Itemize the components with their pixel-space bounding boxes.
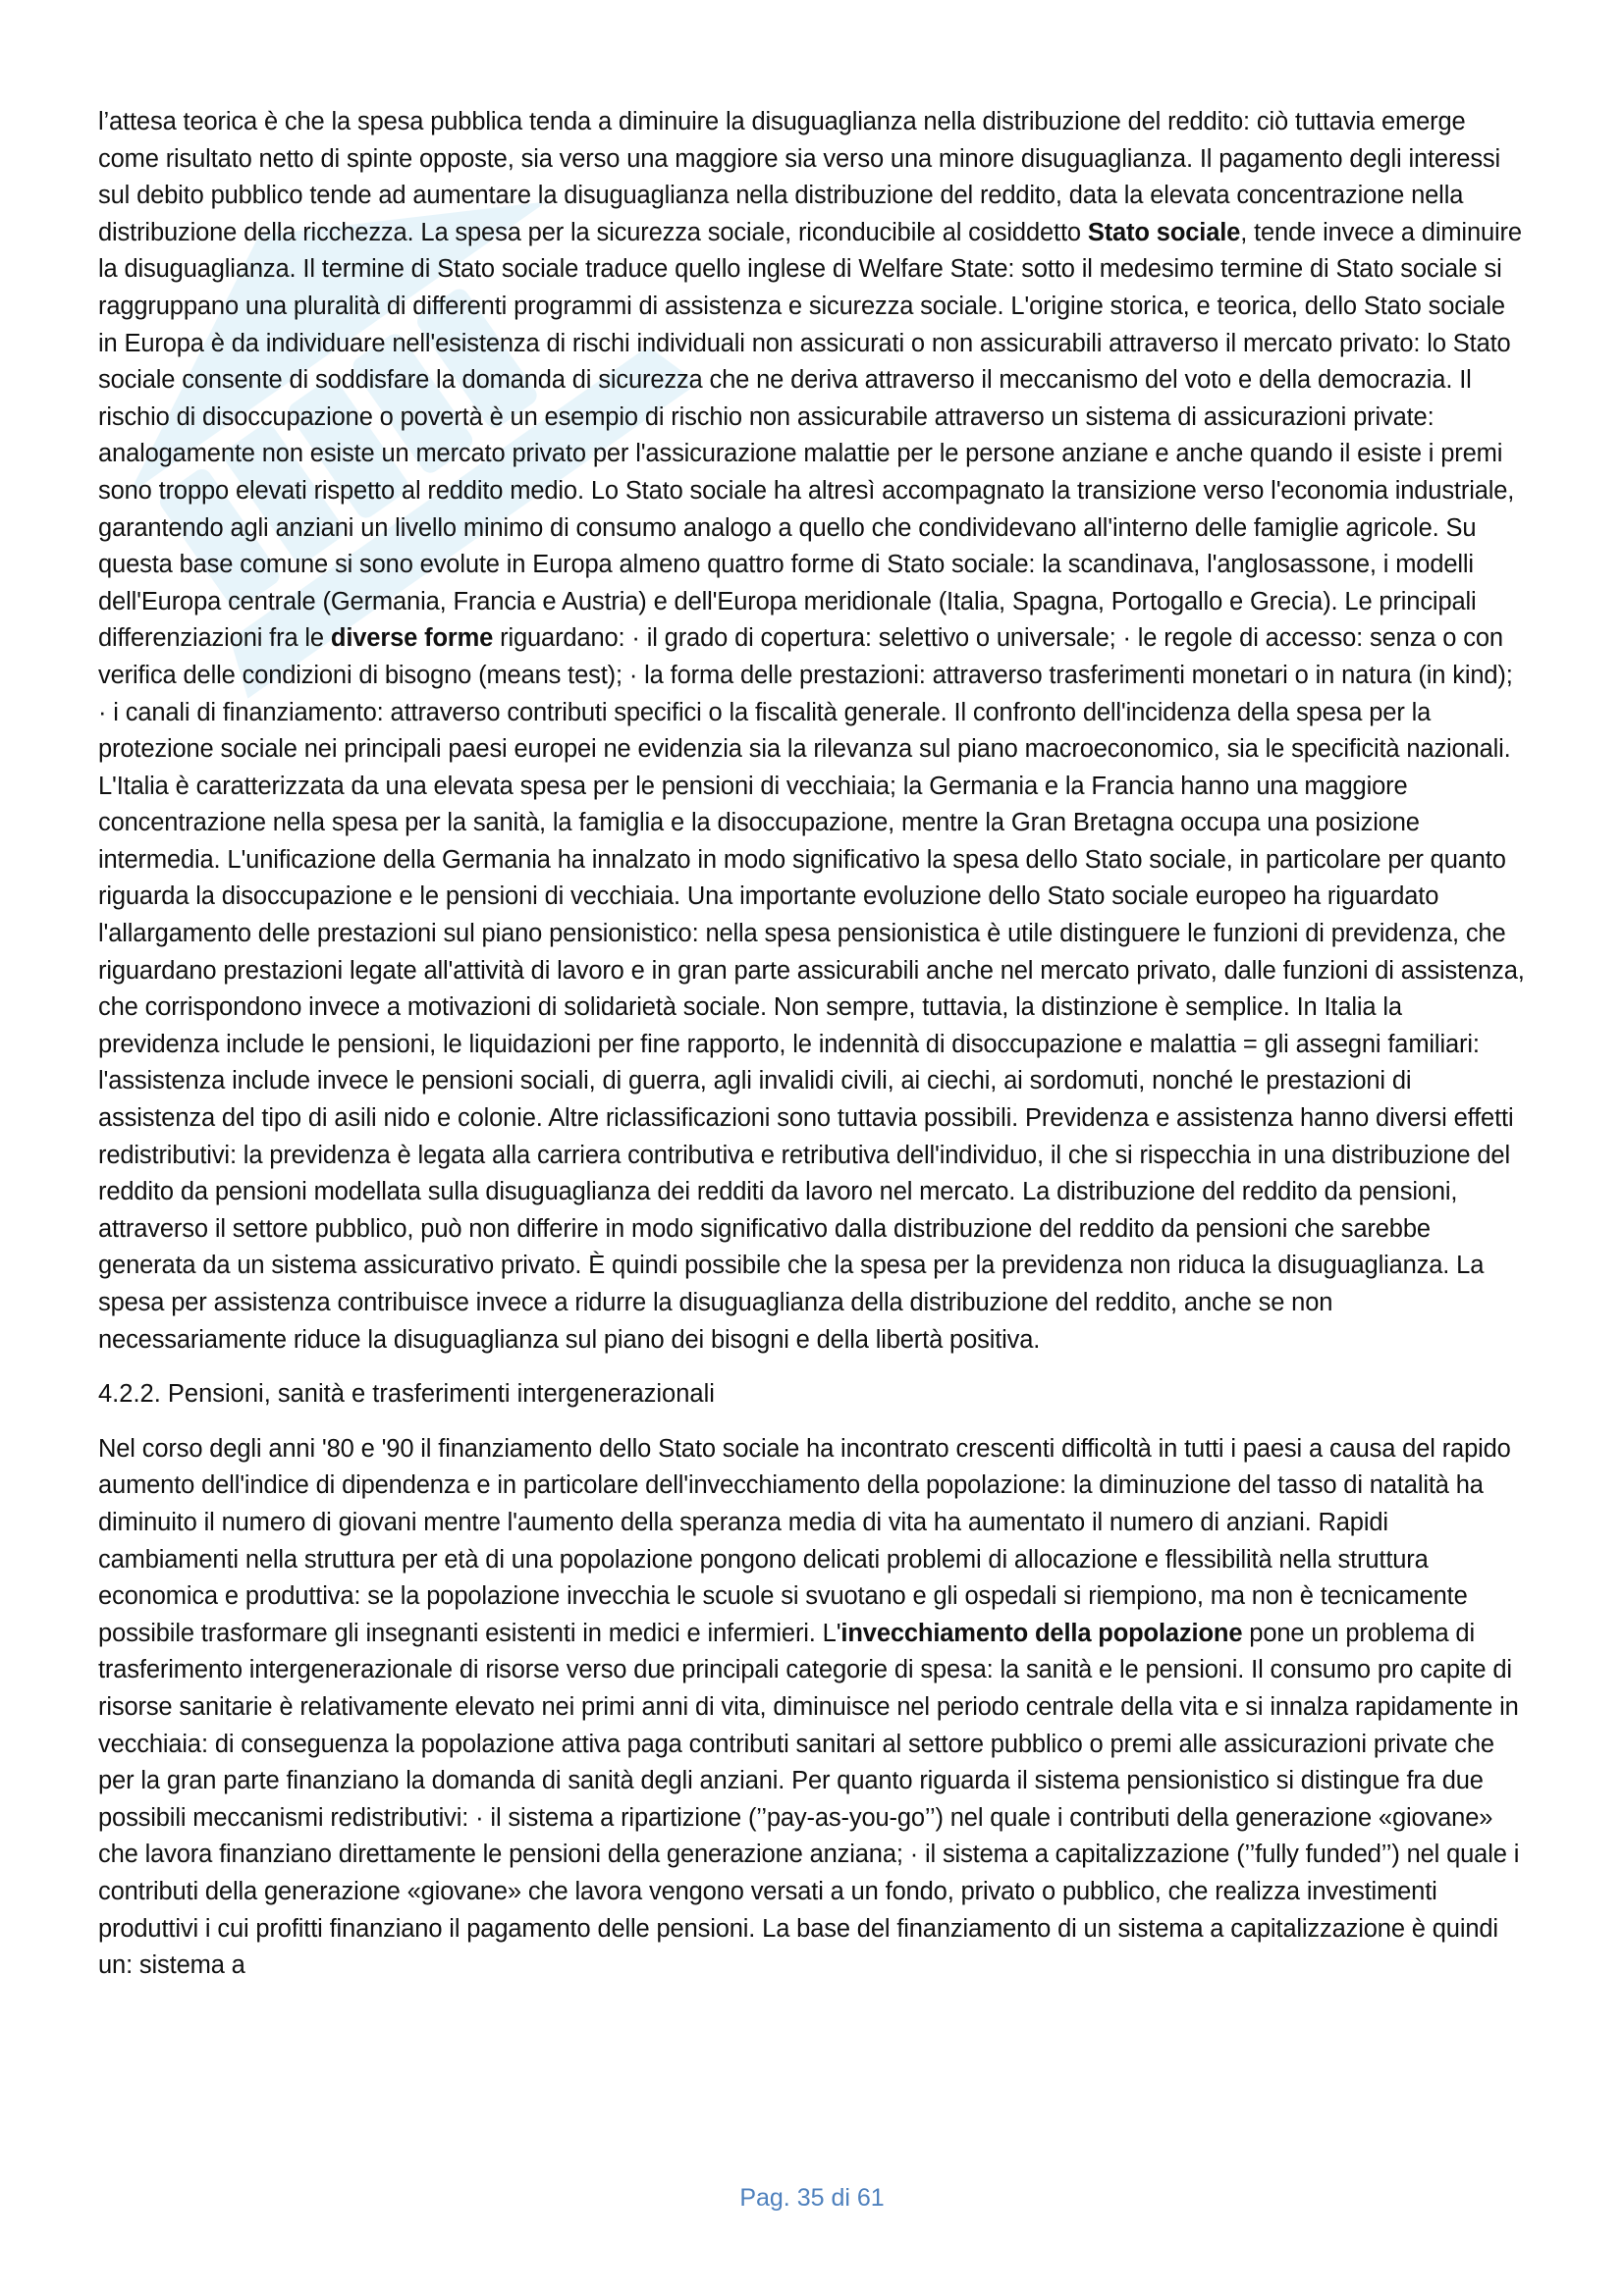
document-body bbox=[98, 104, 1526, 1985]
section-heading: 4.2.2. Pensioni, sanità e trasferimenti intergenerazionali bbox=[98, 1380, 715, 1409]
text-run: , tende invece a diminuire la disuguaglianza. Il termine di Stato sociale traduce quello inglese di Welfare State: sotto il medesimo termine di Stato sociale si raggruppano una pluralità di differenti programmi di assistenza e sicurezza sociale. L'origine storica, e teorica, dello Stato sociale in Europa è da individuare nell'esistenza di rischi individuali non assicurati o non assicurabili attraverso il mercato privato: lo Stato sociale consente di soddisfare la domanda di sicurezza che ne deriva attraverso il meccanismo del voto e della democrazia. Il rischio di disoccupazione o povertà è un esempio di rischio non assicurabile attraverso un sistema di assicurazioni private: analogamente non esiste un mercato privato per l'assicurazione malattie per le persone anziane e anche quando il esiste i premi sono troppo elevati rispetto al reddito medio. Lo Stato sociale ha altresì accompagnato la transizione verso l'economia industriale, garantendo agli anziani un livello minimo di consumo analogo a quello che condividevano all'interno delle famiglie agricole. Su questa base comune si sono evolute in Europa almeno quattro forme di Stato sociale: la scandinava, l'anglosassone, i modelli dell'Europa centrale (Germania, Francia e Austria) e dell'Europa meridionale (Italia, Spagna, Portogallo e Grecia). Le principali differenziazioni fra le bbox=[98, 218, 1522, 653]
text-run: l’attesa teorica è che la spesa pubblica tenda a diminuire la disuguaglianza nella distribuzione del reddito: ciò tuttavia emerge come risultato netto di spinte opposte, sia verso una maggiore sia verso una minore disuguaglianza. Il pagamento degli interessi sul debito pubblico tende ad aumentare la disuguaglianza nella distribuzione del reddito, data la elevata concentrazione nella distribuzione della ricchezza. La spesa per la sicurezza sociale, riconducibile al cosiddetto bbox=[98, 108, 1501, 246]
bold-term: Stato sociale bbox=[1087, 218, 1241, 246]
text-run: riguardano: · il grado di copertura: selettivo o universale; · le regole di accesso: senza o con verifica delle condizioni di bisogno (means test); · la forma delle prestazioni: attraverso trasferimenti monetari o in natura (in kind); · i canali di finanziamento: attraverso contributi specifici o la fiscalità generale. Il confronto dell'incidenza della spesa per la protezione sociale nei principali paesi europei ne evidenzia sia la rilevanza sul piano macroeconomico, sia le specificità nazionali. L'Italia è caratterizzata da una elevata spesa per le pensioni di vecchiaia; la Germania e la Francia hanno una maggiore concentrazione nella spesa per la sanità, la famiglia e la disoccupazione, mentre la Gran Bretagna occupa una posizione intermedia. L'unificazione della Germania ha innalzato in modo significativo la spesa dello Stato sociale, in particolare per quanto riguarda la disoccupazione e le pensioni di vecchiaia. Una importante evoluzione dello Stato sociale europeo ha riguardato l'allargamento delle prestazioni sul piano pensionistico: nella spesa pensionistica è utile distinguere le funzioni di previdenza, che riguardano prestazioni legate all'attività di lavoro e in gran parte assicurabili anche nel mercato privato, dalle funzioni di assistenza, che corrispondono invece a motivazioni di solidarietà sociale. Non sempre, tuttavia, la distinzione è semplice. In Italia la previdenza include le pensioni, le liquidazioni per fine rapporto, le indennità di disoccupazione e malattia = gli assegni familiari: l'assistenza include invece le pensioni sociali, di guerra, agli invalidi civili, ai ciechi, ai sordomuti, nonché le prestazioni di assistenza del tipo di asili nido e colonie. Altre riclassificazioni sono tuttavia possibili. Previdenza e assistenza hanno diversi effetti redistributivi: la previdenza è legata alla carriera contributiva e retributiva dell'individuo, il che si rispecchia in una distribuzione del reddito da pensioni modellata sulla disuguaglianza dei redditi da lavoro nel mercato. La distribuzione del reddito da pensioni, attraverso il settore pubblico, può non differire in modo significativo dalla distribuzione del reddito da pensioni che sarebbe generata da un sistema assicurativo privato. È quindi possibile che la spesa per la previdenza non riduca la disuguaglianza. La spesa per assistenza contribuisce invece a ridurre la disuguaglianza della distribuzione del reddito, anche se non necessariamente riduce la disuguaglianza sul piano dei bisogni e della libertà positiva. bbox=[98, 624, 1525, 1354]
paragraph-welfare-state bbox=[98, 104, 1526, 1359]
text-run: Nel corso degli anni '80 e '90 il finanziamento dello Stato sociale ha incontrato crescenti difficoltà in tutti i paesi a causa del rapido aumento dell'indice di dipendenza e in particolare dell'invecchiamento della popolazione: la diminuzione del tasso di natalità ha diminuito il numero di giovani mentre l'aumento della speranza media di vita ha aumentato il numero di anziani. Rapidi cambiamenti nella struttura per età di una popolazione pongono delicati problemi di allocazione e flessibilità nella struttura economica e produttiva: se la popolazione invecchia le scuole si svuotano e gli ospedali si riempiono, ma non è tecnicamente possibile trasformare gli insegnanti esistenti in medici e infermieri. L' bbox=[98, 1434, 1511, 1647]
bold-term: diverse forme bbox=[330, 624, 494, 653]
text-run: pone un problema di trasferimento intergenerazionale di risorse verso due principali categorie di spesa: la sanità e le pensioni. Il consumo pro capite di risorse sanitarie è relativamente elevato nei primi anni di vita, diminuisce nel periodo centrale della vita e si innalza rapidamente in vecchiaia: di conseguenza la popolazione attiva paga contributi sanitari al settore pubblico o premi alle assicurazioni private che per la gran parte finanziano la domanda di sanità degli anziani. Per quanto riguarda il sistema pensionistico si distingue fra due possibili meccanismi redistributivi: · il sistema a ripartizione (’’pay-as-you-go’’) nel quale i contributi della generazione «giovane» che lavora finanziano direttamente le pensioni della generazione anziana; · il sistema a capitalizzazione (’’fully funded’’) nel quale i contributi della generazione «giovane» che lavora vengono versati a un fondo, privato o pubblico, che realizza investimenti produttivi i cui profitti finanziano il pagamento delle pensioni. La base del finanziamento di un sistema a capitalizzazione è quindi un: sistema a bbox=[98, 1619, 1520, 1980]
bold-term: invecchiamento della popolazione bbox=[840, 1619, 1243, 1647]
page-number-footer: Pag. 35 di 61 bbox=[739, 2184, 885, 2212]
paragraph-pensions bbox=[98, 1431, 1526, 1985]
